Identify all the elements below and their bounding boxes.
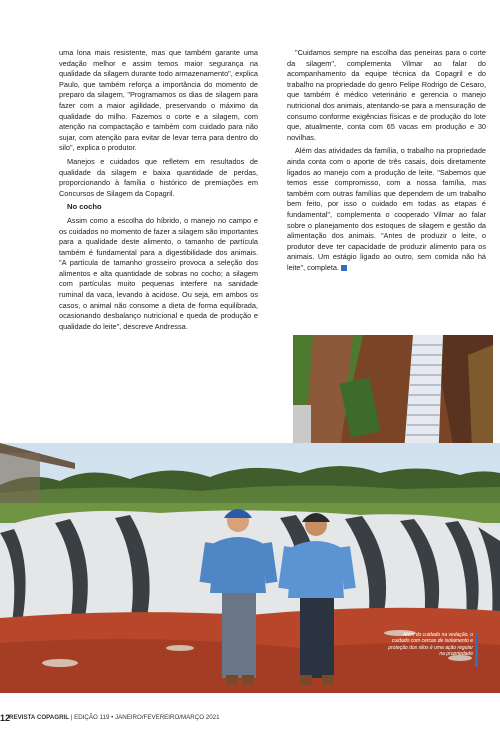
- paragraph-text: Além das atividades da família, o trabalho na propriedade ainda conta com o aporte de três casais, dois diretamente ligados ao manejo com a produção de leite. "Sabemos que temos esse compromisso, com a nossa família, mas também com outras famílias que dependem de um trabalho bem feito, por isso o cuidado em todas as etapas é fundamental", complementa o cooperado Vilmar ao falar sobre o planejamento dos estoques de silagem e gestão da alimentação dos animais. "Antes de produzir o leite, o produtor deve ter capacidade de produzir alimento para os animais. Um estágio ligado ao outro, sem comida não há leite", completa.: [287, 146, 486, 272]
- left-text-column: [59, 48, 258, 335]
- section-subheading: No cocho: [67, 202, 102, 212]
- end-of-article-mark-icon: [341, 265, 347, 271]
- edition-info: | EDIÇÃO 119 • JANEIRO/FEVEREIRO/MARÇO 2021: [70, 714, 220, 721]
- page-number: 12: [0, 713, 11, 723]
- magazine-name: REVISTA COPAGRIL: [9, 714, 70, 721]
- paragraph: "Cuidamos sempre na escolha das peneiras para o corte da silagem", complementa Vilmar ao falar do acompanhamento da equipe técnica da Copagril e do trabalho na propriedade do genro Felipe Rodrigo de Cesaro, que também é médico veterinário e gerencia o manejo nutricional dos animais, atentando-se para a mensuração de consumo conforme exigências físicas e de produção do lote que, atualmente, conta com 65 vacas em produção e 30 novilhas.: [287, 48, 486, 142]
- photo-caption: Além do cuidado na vedação, o cuidado com cercas de isolamento e proteção dos silos é uma ação regular na propriedade: [388, 632, 473, 657]
- footer-text: [9, 711, 220, 725]
- right-text-column: [287, 48, 486, 276]
- page-footer: [0, 711, 500, 725]
- paragraph: uma lona mais resistente, mas que também garante uma vedação melhor e assim temos maior segurança na qualidade da silagem durante todo armazenamento", explica Paulo, que também reforça a importância do momento de preparo da silagem, "Programamos os dias de silagem para fazer com a maior agilidade, preservando o máximo da qualidade do milho. Fazemos o corte e a silagem, com atenção na compactação e também com cuidado para não sujar, com atenção para evitar de levar terra para dentro do silo", explica o produtor.: [59, 48, 258, 153]
- paragraph: Manejos e cuidados que refletem em resultados de qualidade da silagem e baixa quantidade de perdas, proporcionando à família o histórico de premiações em Concursos de Silagem da Copagril.: [59, 156, 258, 198]
- caption-accent-bar: [475, 633, 478, 667]
- paragraph: [287, 146, 486, 273]
- paragraph: Assim como a escolha do híbrido, o manejo no campo e os cuidados no momento de fazer a silagem são importantes para a qualidade deste alimento, o tamanho de partícula também é fundamental para a digestibilidade dos animais. "A partícula de tamanho grosseiro provoca a seleção dos alimentos e alta quantidade de sobras no cocho; a silagem com partículas muito pequenas interfere na sanidade ruminal da vaca, levando à acidose. Ou seja, em ambos os casos, o animal não consome a dieta de forma equilibrada, ocasionando desbalanço nutricional e queda de produção e qualidade do leite", descreve Andressa.: [59, 215, 258, 331]
